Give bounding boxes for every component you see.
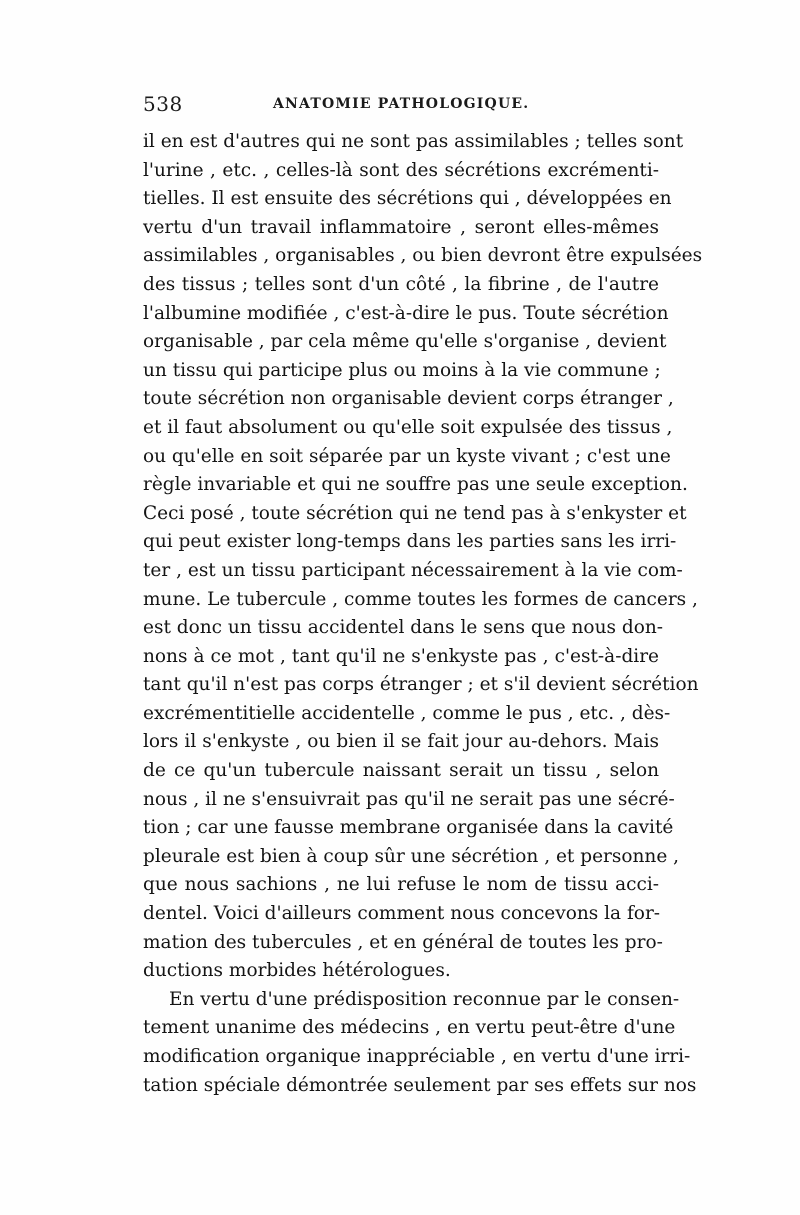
text-line: un tissu qui participe plus ou moins à la vie commune ; — [143, 359, 661, 381]
text-line: Ceci posé , toute sécrétion qui ne tend pas à s'enkyster et — [143, 502, 687, 524]
text-line: organisable , par cela même qu'elle s'organise , devient — [143, 331, 667, 353]
text-line: assimilables , organisables , ou bien devront être expulsées — [143, 245, 703, 267]
text-line: vertu d'un travail inflammatoire , seront elles-mêmes — [143, 216, 659, 238]
text-line: qui peut exister long-temps dans les parties sans les irri- — [143, 531, 677, 553]
text-line: tement unanime des médecins , en vertu peut-être d'une — [143, 1017, 676, 1039]
text-line: et il faut absolument ou qu'elle soit expulsée des tissus , — [143, 416, 673, 438]
text-line: ter , est un tissu participant nécessairement à la vie com- — [143, 559, 683, 581]
text-line: mation des tubercules , et en général de toutes les pro- — [143, 931, 663, 953]
text-line: l'albumine modifiée , c'est-à-dire le pus. Toute sécrétion — [143, 302, 669, 324]
text-line: que nous sachions , ne lui refuse le nom de tissu acci- — [143, 874, 659, 896]
text-line: est donc un tissu accidentel dans le sens que nous don- — [143, 617, 664, 639]
page-number: 538 — [143, 92, 183, 116]
text-line: modification organique inappréciable , en vertu d'une irri- — [143, 1046, 691, 1067]
paragraph-end-line: ductions morbides hétérologues. — [143, 960, 451, 982]
text-line: l'urine , etc. , celles-là sont des sécrétions excrémenti- — [143, 159, 659, 181]
paragraph-start-line: En vertu d'une prédisposition reconnue par le consen- — [169, 988, 680, 1010]
text-line: de ce qu'un tubercule naissant serait un tissu , selon — [143, 760, 659, 782]
text-line: mune. Le tubercule , comme toutes les formes de cancers , — [143, 588, 698, 610]
text-line: tion ; car une fausse membrane organisée dans la cavité — [143, 817, 674, 839]
text-line: tant qu'il n'est pas corps étranger ; et s'il devient sécrétion — [143, 674, 699, 696]
text-line: lors il s'enkyste , ou bien il se fait jour au-dehors. Mais — [143, 731, 659, 753]
text-line: ou qu'elle en soit séparée par un kyste vivant ; c'est une — [143, 445, 671, 467]
running-head — [143, 92, 663, 122]
text-line: pleurale est bien à coup sûr une sécrétion , et personne , — [143, 845, 680, 867]
text-line: il en est d'autres qui ne sont pas assimilables ; telles sont — [143, 131, 684, 152]
running-title: ANATOMIE PATHOLOGIQUE. — [273, 96, 530, 112]
text-line: toute sécrétion non organisable devient corps étranger , — [143, 388, 674, 410]
text-line: règle invariable et qui ne souffre pas une seule exception. — [143, 474, 688, 496]
text-line: excrémentitielle accidentelle , comme le pus , etc. , dès- — [143, 702, 671, 724]
text-line: dentel. Voici d'ailleurs comment nous concevons la for- — [143, 903, 661, 925]
body-text — [143, 128, 703, 1100]
text-line: nous , il ne s'ensuivrait pas qu'il ne serait pas une sécré- — [143, 788, 675, 810]
text-line: tation spéciale démontrée seulement par ses effets sur nos — [143, 1074, 697, 1096]
text-line: des tissus ; telles sont d'un côté , la fibrine , de l'autre — [143, 273, 659, 295]
text-line: tielles. Il est ensuite des sécrétions qui , développées en — [143, 188, 672, 210]
text-line: nons à ce mot , tant qu'il ne s'enkyste pas , c'est-à-dire — [143, 645, 659, 667]
